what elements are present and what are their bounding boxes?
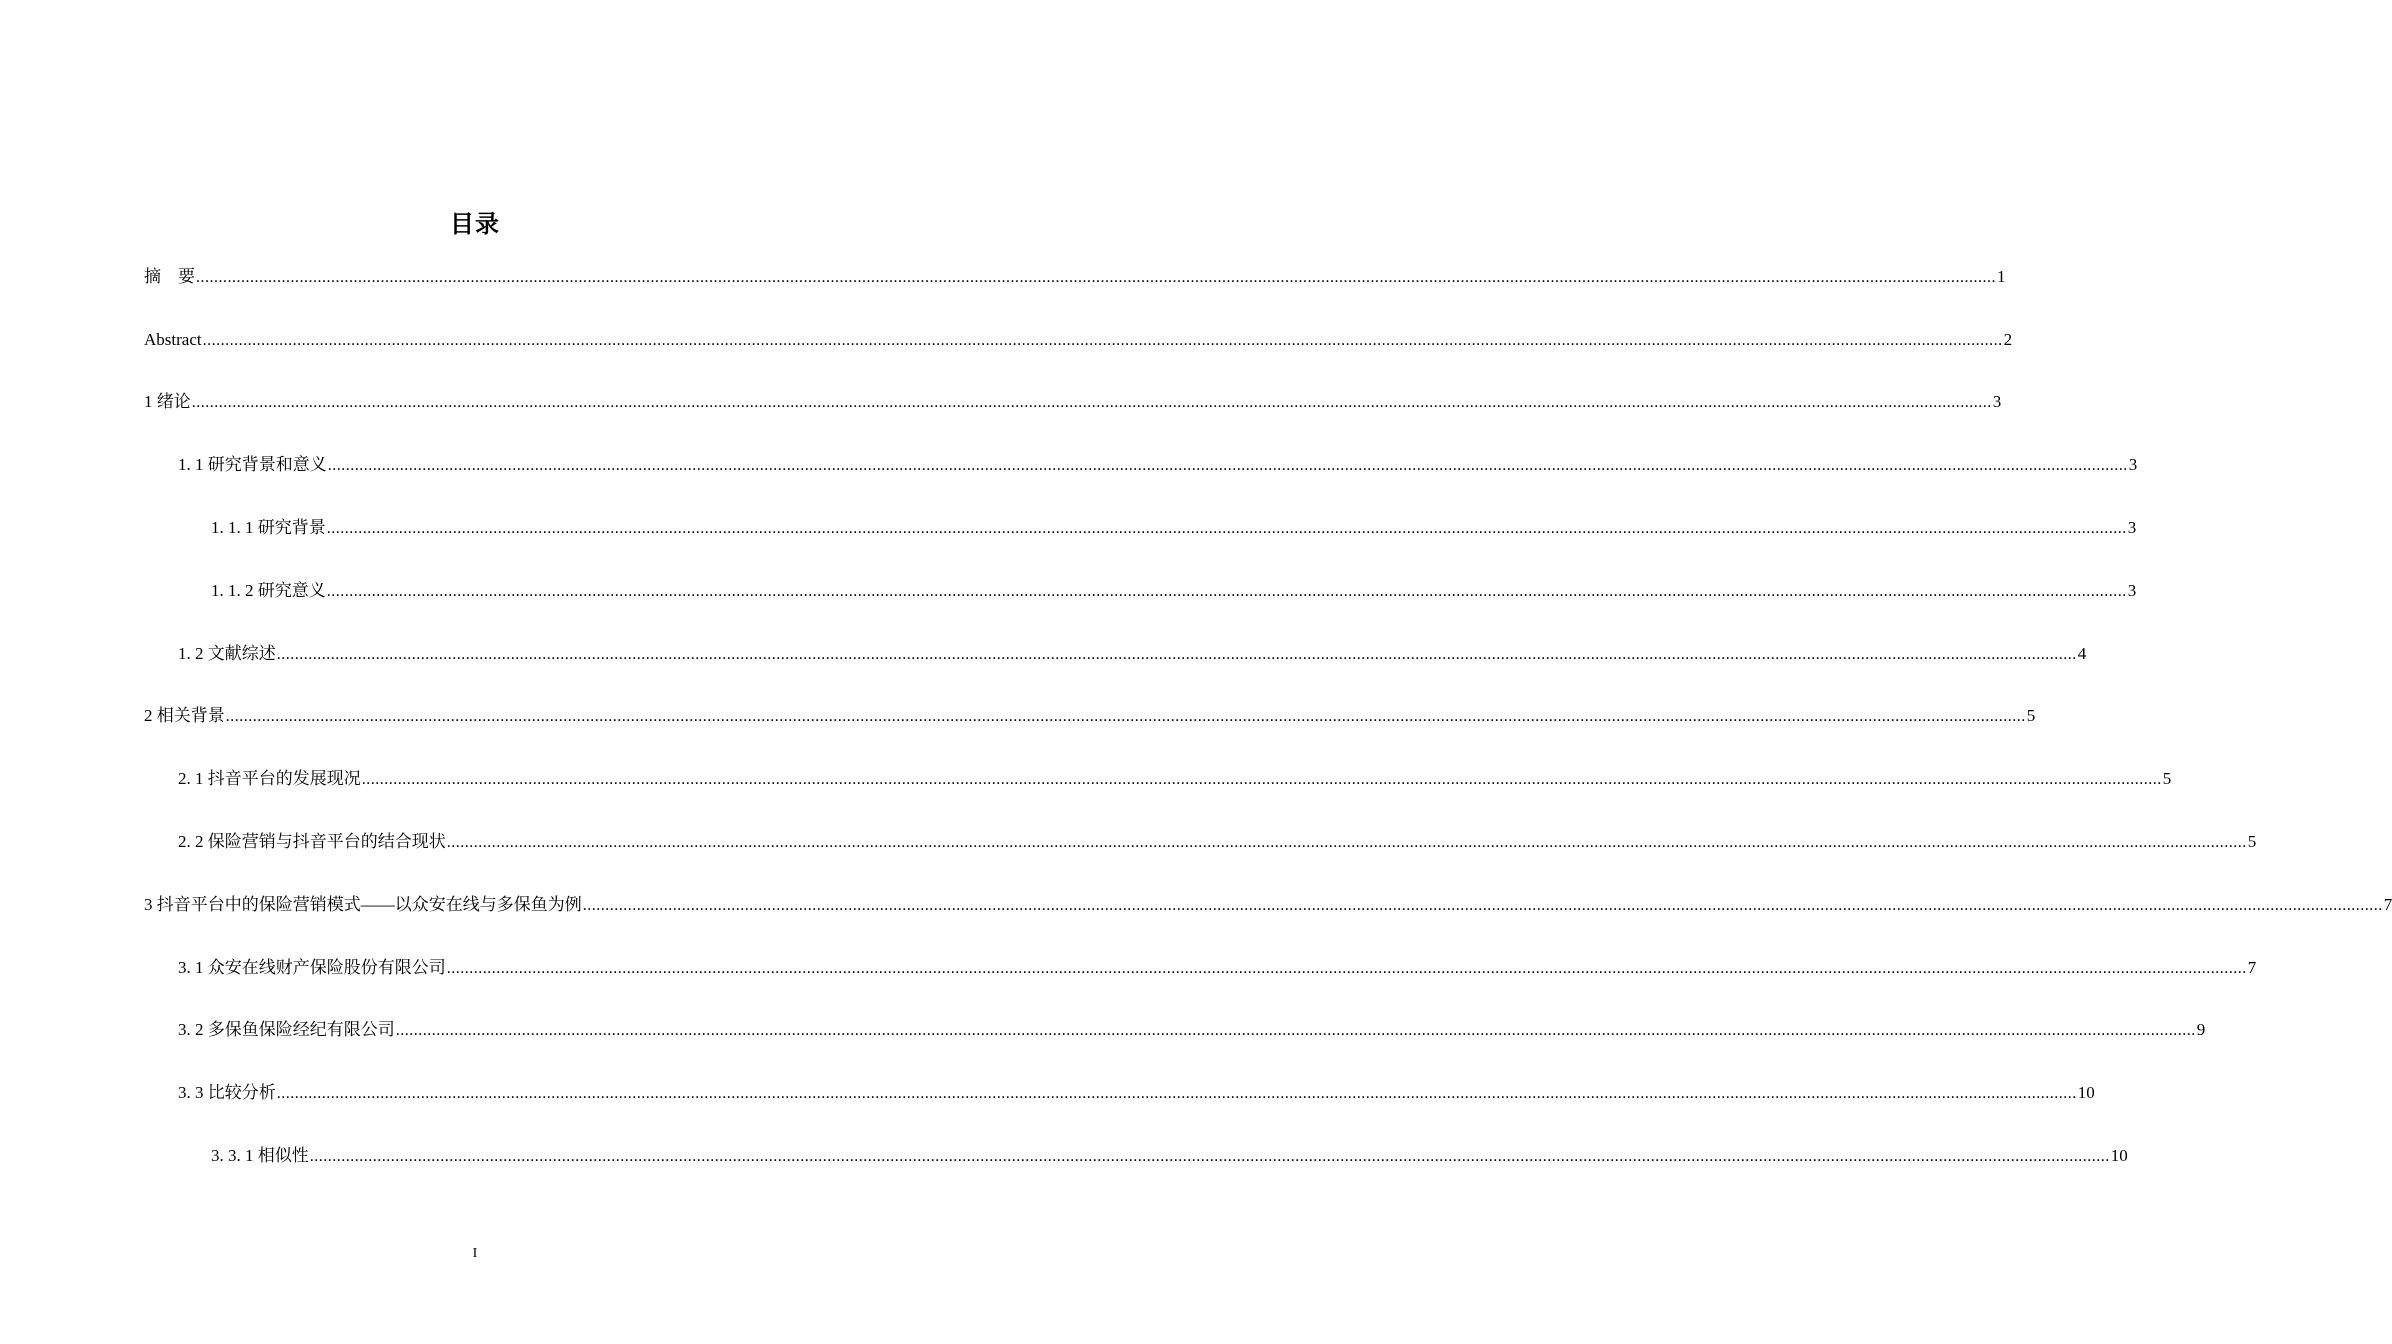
toc-entry-page: 4	[2077, 644, 2087, 663]
toc-entry-page: 3	[2127, 581, 2137, 600]
toc-entry-label: Abstract	[144, 330, 202, 349]
toc-entry-chapter-2[interactable]	[144, 704, 2036, 728]
toc-entry-page: 7	[2247, 958, 2257, 977]
toc-entry-label: 3. 3. 1 相似性	[211, 1146, 309, 1165]
toc-leader-dots: ................................................................................................................................................................................................................................................................................................................................................................................................................	[326, 520, 2127, 537]
toc-leader-dots: ................................................................................................................................................................................................................................................................................................................................................................................................................	[276, 1085, 2077, 1102]
toc-entry-page: 5	[2247, 832, 2257, 851]
toc-entry-label: 1. 1. 1 研究背景	[211, 518, 326, 537]
toc-leader-dots: ................................................................................................................................................................................................................................................................................................................................................................................................................	[582, 897, 2383, 914]
toc-leader-dots: ................................................................................................................................................................................................................................................................................................................................................................................................................	[446, 834, 2247, 851]
toc-entry-page: 5	[2162, 769, 2172, 788]
toc-title: 目录	[450, 210, 500, 238]
toc-entry-label: 3. 3 比较分析	[178, 1083, 276, 1102]
page-number-footer: I	[472, 1246, 478, 1261]
toc-leader-dots: ................................................................................................................................................................................................................................................................................................................................................................................................................	[361, 771, 2162, 788]
toc-entry-label: 摘 要	[144, 267, 195, 286]
toc-entry-section-1-1-2[interactable]	[211, 579, 2137, 603]
toc-entry-section-3-3-1[interactable]	[211, 1144, 2128, 1168]
toc-entry-label: 2. 2 保险营销与抖音平台的结合现状	[178, 832, 446, 851]
toc-leader-dots: ................................................................................................................................................................................................................................................................................................................................................................................................................	[309, 1148, 2110, 1165]
toc-entry-label: 1. 2 文献综述	[178, 644, 276, 663]
toc-leader-dots: ................................................................................................................................................................................................................................................................................................................................................................................................................	[395, 1022, 2196, 1039]
toc-entry-page: 3	[2127, 518, 2137, 537]
toc-entry-chapter-1[interactable]	[144, 390, 2002, 414]
toc-leader-dots: ................................................................................................................................................................................................................................................................................................................................................................................................................	[446, 960, 2247, 977]
toc-entry-page: 1	[1997, 267, 2006, 286]
toc-entry-label: 2. 1 抖音平台的发展现况	[178, 769, 361, 788]
toc-entry-label: 1. 1 研究背景和意义	[178, 455, 327, 474]
toc-entry-label: 2 相关背景	[144, 706, 225, 725]
toc-entry-label: 3 抖音平台中的保险营销模式——以众安在线与多保鱼为例	[144, 895, 582, 914]
toc-entry-abstract-en[interactable]	[144, 328, 2013, 352]
toc-entry-label: 3. 1 众安在线财产保险股份有限公司	[178, 958, 446, 977]
toc-leader-dots: ................................................................................................................................................................................................................................................................................................................................................................................................................	[202, 332, 2003, 349]
toc-entry-chapter-3[interactable]	[144, 893, 2392, 917]
toc-entry-section-1-1[interactable]	[178, 453, 2138, 477]
toc-entry-label: 3. 2 多保鱼保险经纪有限公司	[178, 1020, 395, 1039]
toc-leader-dots: ................................................................................................................................................................................................................................................................................................................................................................................................................	[191, 394, 1992, 411]
toc-leader-dots: ................................................................................................................................................................................................................................................................................................................................................................................................................	[225, 708, 2026, 725]
toc-entry-page: 10	[2077, 1083, 2095, 1102]
toc-entry-section-1-1-1[interactable]	[211, 516, 2137, 540]
toc-entry-page: 5	[2026, 706, 2036, 725]
toc-entry-label: 1. 1. 2 研究意义	[211, 581, 326, 600]
toc-entry-section-3-3[interactable]	[178, 1081, 2095, 1105]
toc-leader-dots: ................................................................................................................................................................................................................................................................................................................................................................................................................	[327, 457, 2128, 474]
toc-entry-page: 2	[2003, 330, 2013, 349]
toc-entry-page: 3	[2128, 455, 2138, 474]
toc-leader-dots: ................................................................................................................................................................................................................................................................................................................................................................................................................	[326, 583, 2127, 600]
toc-entry-section-3-1[interactable]	[178, 956, 2257, 980]
toc-entry-page: 3	[1992, 392, 2002, 411]
toc-leader-dots: ................................................................................................................................................................................................................................................................................................................................................................................................................	[276, 646, 2077, 663]
toc-entry-label: 1 绪论	[144, 392, 191, 411]
toc-entry-page: 7	[2383, 895, 2392, 914]
toc-entry-page: 10	[2110, 1146, 2128, 1165]
toc-entry-abstract-cn[interactable]	[144, 265, 2006, 289]
toc-entry-page: 9	[2196, 1020, 2206, 1039]
toc-entry-section-3-2[interactable]	[178, 1018, 2206, 1042]
toc-entry-section-1-2[interactable]	[178, 642, 2087, 666]
toc-entry-section-2-2[interactable]	[178, 830, 2257, 854]
toc-leader-dots: ................................................................................................................................................................................................................................................................................................................................................................................................................	[196, 269, 1996, 286]
toc-entry-section-2-1[interactable]	[178, 767, 2172, 791]
